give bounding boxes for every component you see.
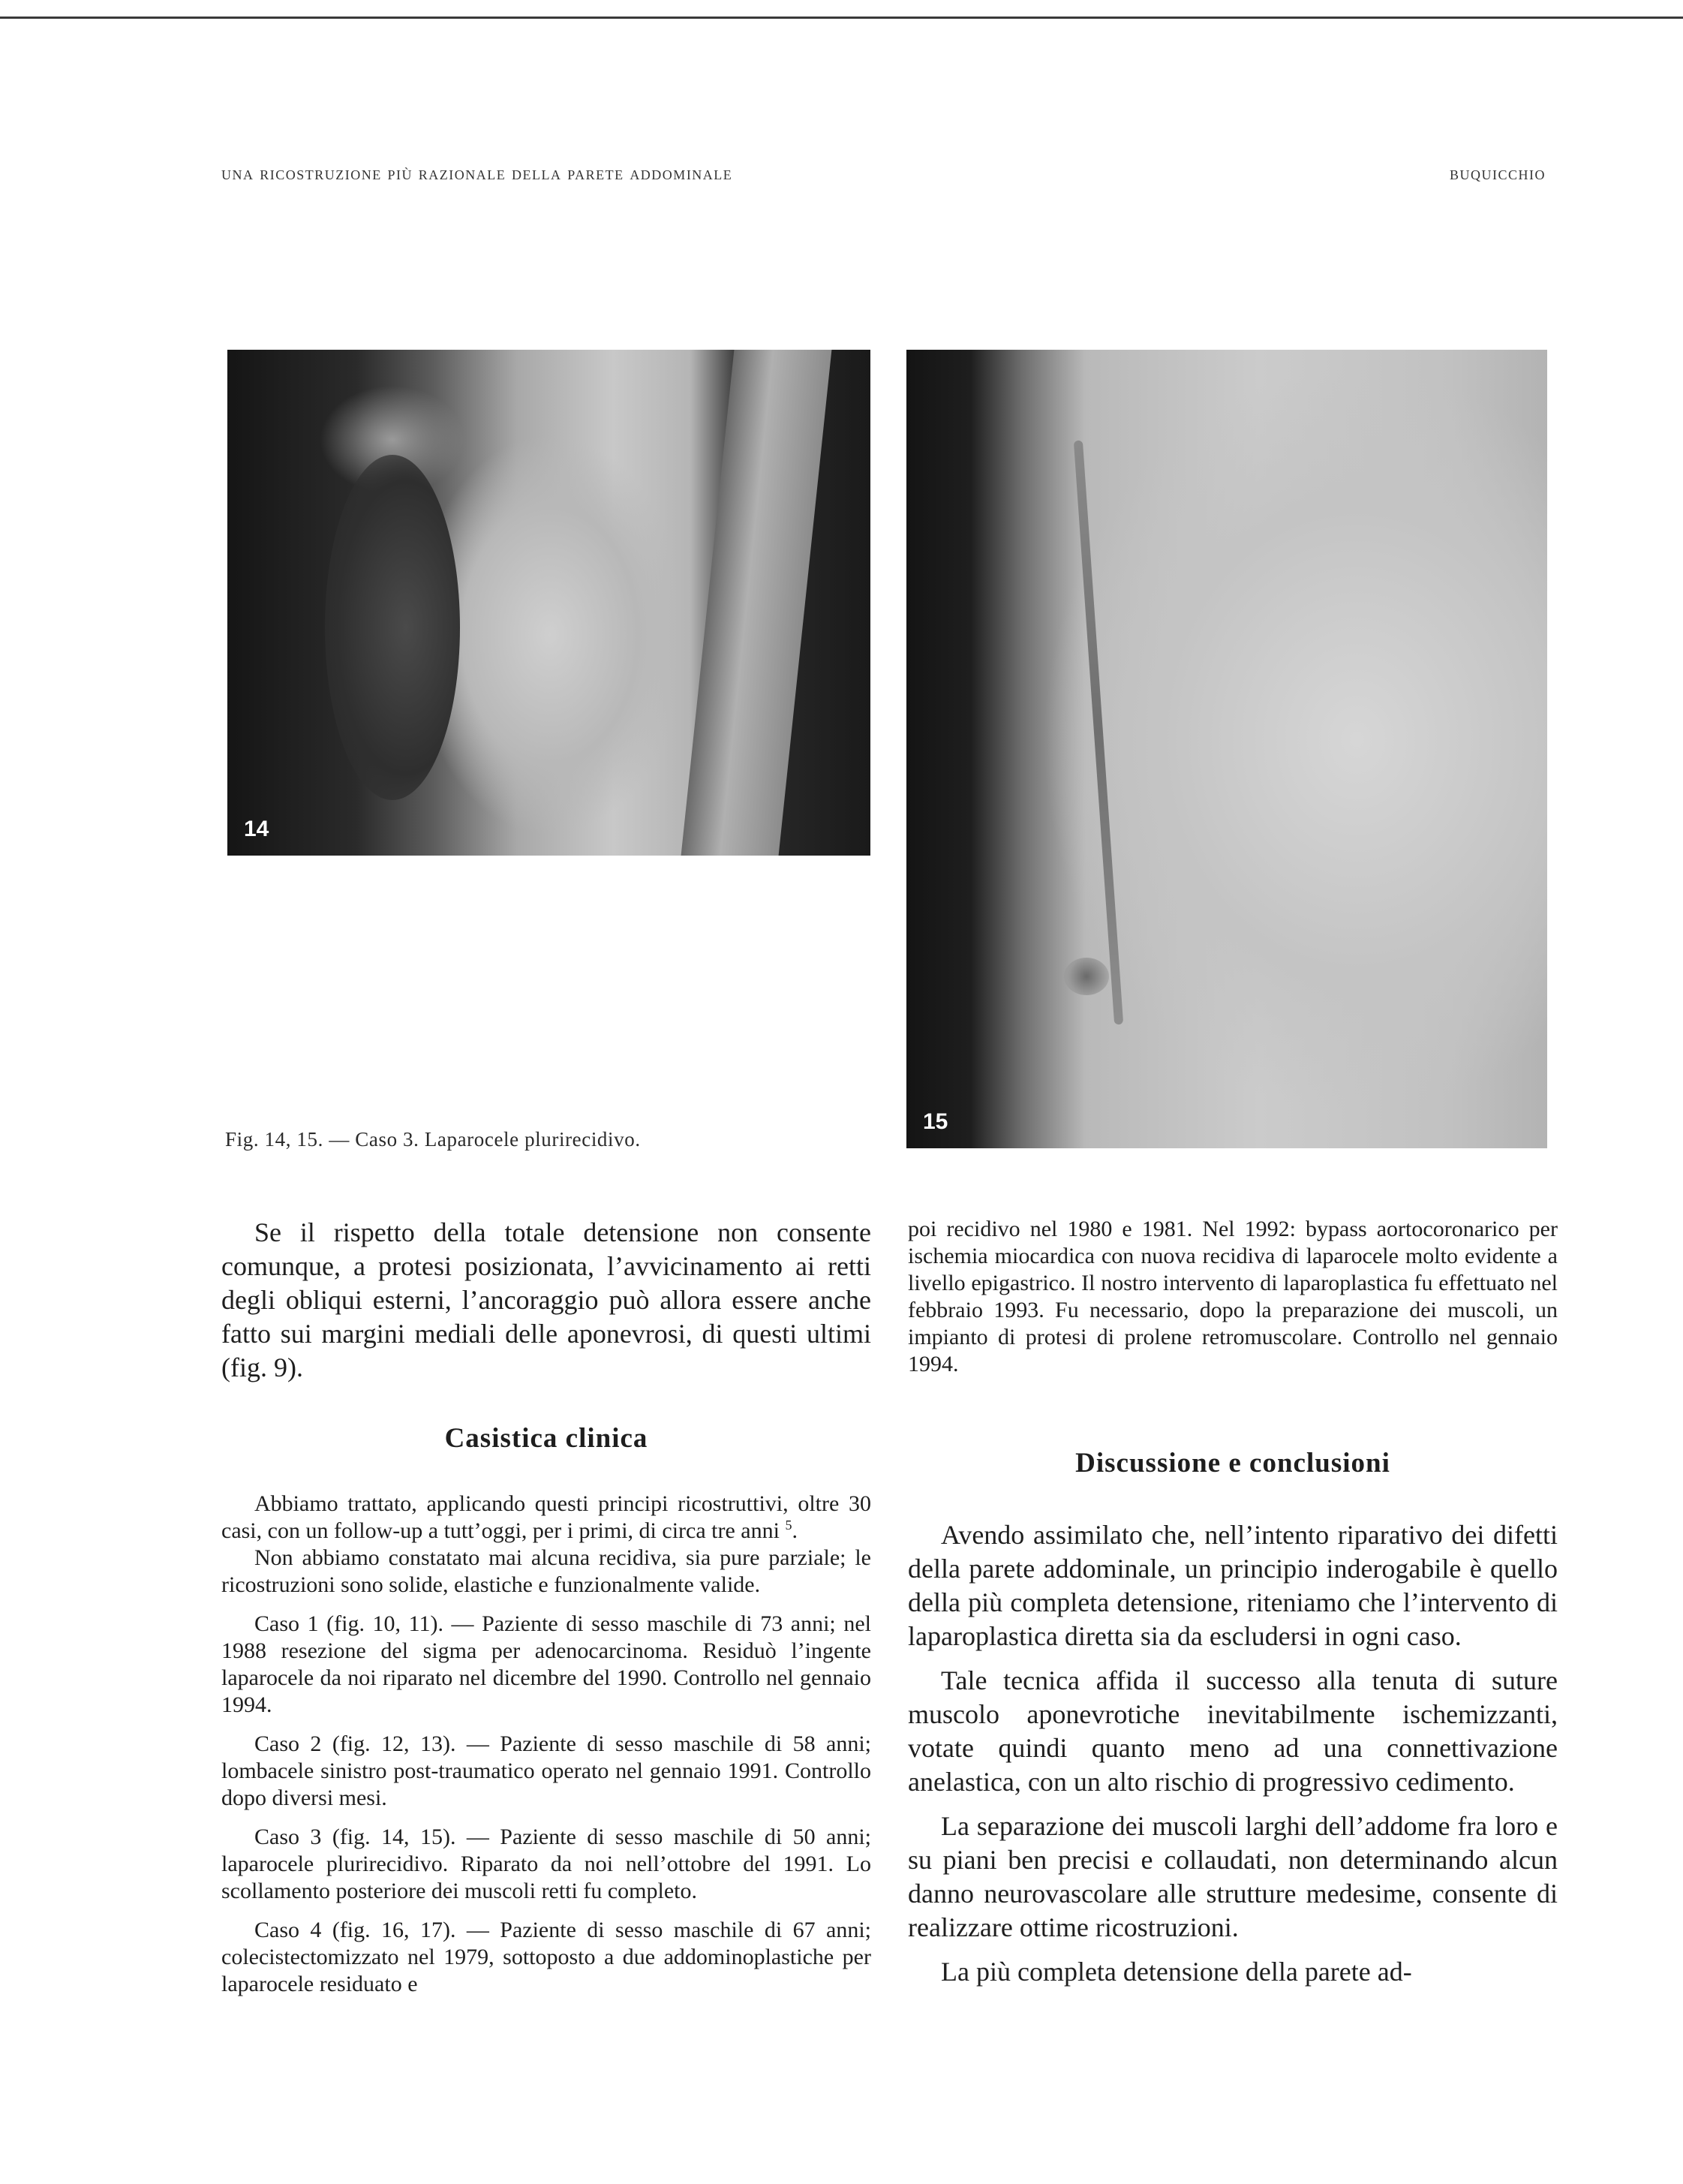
figure-15-navel-shading [1064,958,1109,995]
figure-14-chest-shading [325,455,460,800]
section-heading-casistica: Casistica clinica [444,1423,648,1454]
left-column [221,1216,871,1998]
paragraph-caso-1: Caso 1 (fig. 10, 11). — Paziente di sesso maschile di 73 anni; nel 1988 resezione del sigma per adenocarcinoma. Residuò l’ingente laparocele da noi riparato nel dicembre del 1990. Controllo nel gennaio 1994. [221,1611,871,1717]
paragraph-discussione-3: La separazione dei muscoli larghi dell’addome fra loro e su piani ben precisi e collaudati, non determinando alcun danno neurovascolare alle strutture medesime, consente di realizzare ottime ricostruzioni. [908,1811,1558,1942]
intro-paragraph: Se il rispetto della totale detensione non consente comunque, a protesi posizionata, l’avvicinamento ai retti degli obliqui esterni, l’ancoraggio può allora essere anche fatto sui margini mediali delle aponevrosi, di questi ultimi (fig. 9). [221,1217,871,1382]
paragraph-casistica-2: Non abbiamo constatato mai alcuna recidiva, sia pure parziale; le ricostruzioni sono solide, elastiche e funzionalmente valide. [221,1545,871,1597]
figure-15-number: 15 [923,1109,948,1134]
figure-15-photo [906,350,1547,1148]
running-header-author: buquicchio [1449,164,1546,184]
paragraph-caso-3: Caso 3 (fig. 14, 15). — Paziente di sesso maschile di 50 anni; laparocele plurirecidivo. Riparato da noi nell’ottobre del 1991. Lo scollamento posteriore dei muscoli retti fu completo. [221,1825,871,1903]
reference-superscript: 5 [785,1518,792,1533]
paragraph-caso-4: Caso 4 (fig. 16, 17). — Paziente di sesso maschile di 67 anni; colecistectomizzato nel 1979, sottoposto a due addominoplastiche per laparocele residuato e [221,1918,871,1996]
figure-caption: Fig. 14, 15. — Caso 3. Laparocele plurirecidivo. [225,1128,641,1151]
figure-14-number: 14 [244,817,269,841]
paragraph-casistica-1-end: . [792,1518,798,1543]
paragraph-caso-2: Caso 2 (fig. 12, 13). — Paziente di sesso maschile di 58 anni; lombacele sinistro post-traumatico operato nel gennaio 1991. Controllo dopo diversi mesi. [221,1731,871,1810]
paragraph-discussione-2: Tale tecnica affida il successo alla tenuta di suture muscolo aponevrotiche inevitabilmente ischemizzanti, votate quindi quanto meno ad una connettivazione anelastica, con un alto rischio di progressivo cedimento. [908,1665,1558,1797]
running-header-title: una ricostruzione più razionale della parete addominale [221,164,733,184]
right-column [908,1216,1558,1989]
paragraph-discussione-4: La più completa detensione della parete ad- [941,1957,1412,1987]
figure-14-photo [227,350,870,856]
paragraph-discussione-1: Avendo assimilato che, nell’intento riparativo dei difetti della parete addominale, un principio inderogabile è quello della più completa detensione, riteniamo che l’intervento di laparoplastica diretta sia da escludersi in ogni caso. [908,1520,1558,1651]
figure-14-arm-shading [681,350,832,856]
paragraph-casistica-1 [221,1491,871,1545]
paragraph-casistica-1-text: Abbiamo trattato, applicando questi principi ricostruttivi, oltre 30 casi, con un follow-up a tutt’oggi, per i primi, di circa tre anni [221,1491,871,1543]
page-top-rule [0,17,1683,19]
section-heading-discussione: Discussione e conclusioni [1075,1448,1390,1479]
paragraph-caso-4-continued: poi recidivo nel 1980 e 1981. Nel 1992: bypass aortocoronarico per ischemia miocardica con nuova recidiva di laparocele molto evidente a livello epigastrico. Il nostro intervento di laparoplastica fu effettuato nel febbraio 1993. Fu necessario, dopo la preparazione dei muscoli, un impianto di protesi di prolene retromuscolare. Controllo nel gennaio 1994. [908,1217,1558,1376]
figure-15-scar-shading [1074,441,1123,1025]
